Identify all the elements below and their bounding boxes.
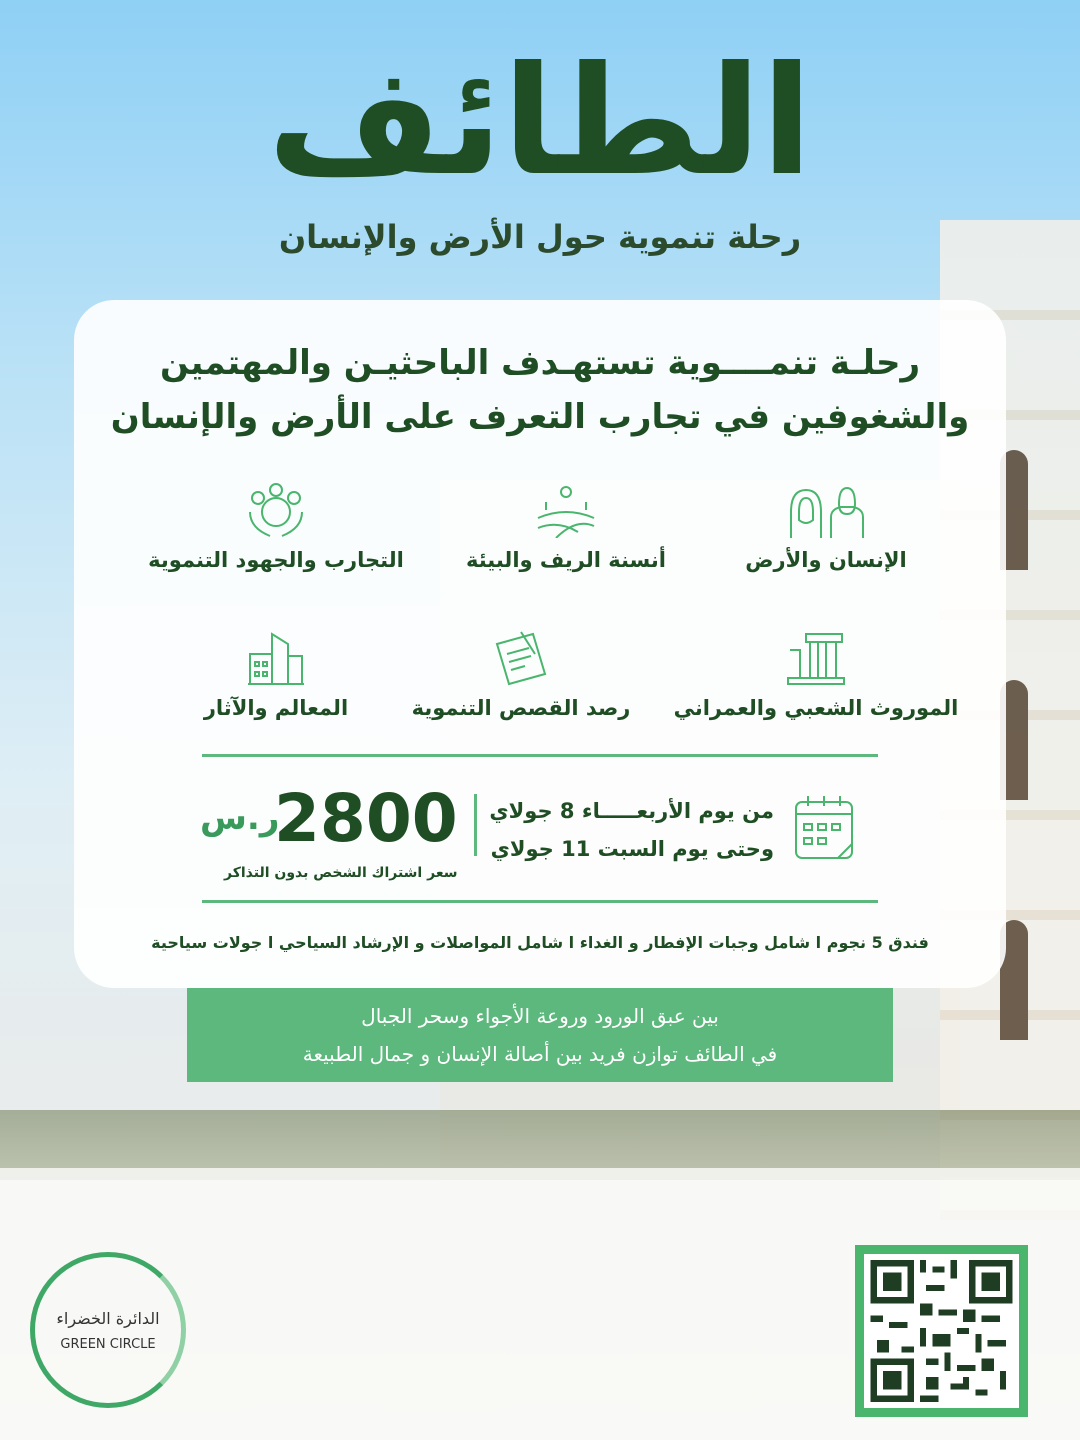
divider	[202, 900, 878, 903]
slogan-line-2: في الطائف توازن فريد بين أصالة الإنسان و جمال الطبيعة	[302, 1042, 778, 1066]
page-title: الطائف	[267, 35, 813, 209]
feature-label: الإنسان والأرض	[745, 548, 907, 572]
qr-code[interactable]	[855, 1245, 1028, 1417]
feature-label: التجارب والجهود التنموية	[148, 548, 404, 572]
feature-development	[126, 482, 426, 572]
logo-arabic: الدائرة الخضراء	[56, 1309, 160, 1328]
slogan-line-1: بين عبق الورود وروعة الأجواء وسحر الجبال	[361, 1004, 719, 1028]
hands-globe-icon	[246, 482, 306, 538]
date-end: وحتى يوم السبت 11 جولاي	[490, 837, 774, 861]
logo-english: GREEN CIRCLE	[60, 1337, 156, 1352]
subtitle: رحلة تنموية حول الأرض والإنسان	[278, 218, 802, 256]
divider	[202, 754, 878, 757]
info-card	[74, 300, 1006, 988]
qr-code-icon	[864, 1254, 1019, 1408]
headline-line-2: والشغوفين في تجارب التعرف على الأرض والإنسان	[110, 397, 970, 437]
buildings-icon	[246, 630, 306, 686]
vertical-divider	[474, 794, 477, 856]
feature-stories	[396, 630, 646, 720]
riyal-currency-icon: ر.س	[200, 798, 280, 838]
feature-heritage	[666, 630, 966, 720]
ruins-icon	[786, 630, 846, 686]
feature-label: رصد القصص التنموية	[411, 696, 631, 720]
people-icon	[781, 482, 871, 538]
calendar-icon	[794, 794, 854, 860]
headline	[74, 336, 1006, 444]
feature-label: الموروث الشعبي والعمراني	[673, 696, 959, 720]
date-start: من يوم الأربعـــــاء 8 جولاي	[489, 799, 774, 823]
feature-label: أنسنة الريف والبيئة	[465, 548, 666, 572]
feature-countryside	[446, 482, 686, 572]
notes-icon	[491, 630, 551, 686]
feature-label: المعالم والآثار	[203, 696, 349, 720]
price-note: سعر اشتراك الشخص بدون التذاكر	[224, 865, 458, 881]
feature-people	[686, 482, 966, 572]
price: 2800	[274, 780, 458, 857]
inclusions: فندق 5 نجوم ا شامل وجبات الإفطار و الغداء ا شامل المواصلات و الإرشاد السياحي ا جولات سياحية	[151, 933, 929, 952]
green-circle-logo	[30, 1252, 186, 1408]
headline-line-1: رحلـة تنمــــوية تستهـدف الباحثيـن والمهتمين	[159, 343, 921, 383]
countryside-icon	[536, 482, 596, 538]
feature-landmarks	[176, 630, 376, 720]
slogan-banner	[187, 988, 893, 1082]
trip-dates	[489, 792, 774, 868]
